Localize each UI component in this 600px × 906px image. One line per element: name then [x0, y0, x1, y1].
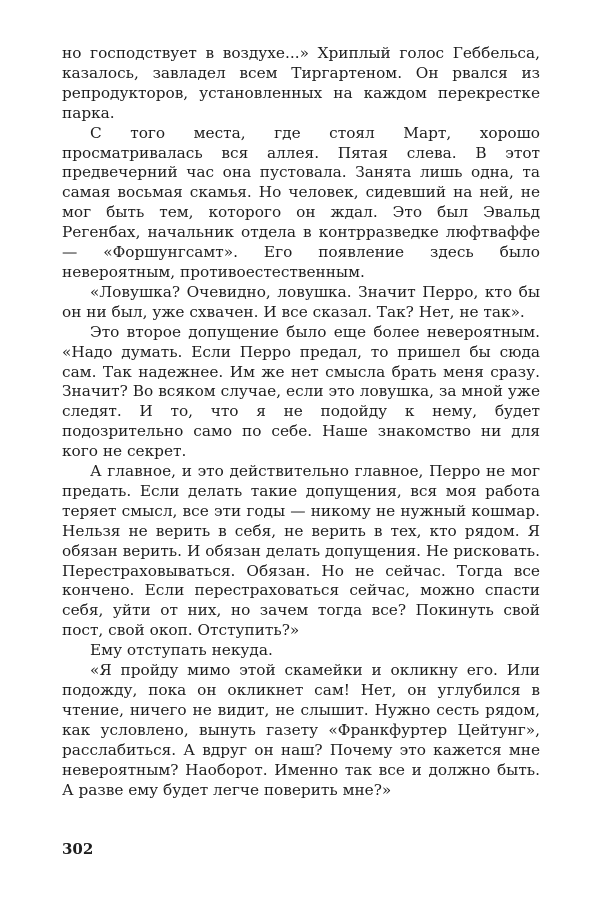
paragraph-7: «Я пройду мимо этой скамейки и окликну его. Или подожду, пока он окликнет сам! Нет, он углубился в чтение, ничего не видит, не слышит. Нужно сесть рядом, как условлено, вынуть газету «Франкфуртер Цейтунг», расслабиться. А вдруг он наш? Почему это кажется мне невероятным? Наоборот. Именно так все и должно быть. А разве ему будет легче поверить мне?» — [62, 661, 540, 799]
paragraph-1: но господствует в воздухе...» Хриплый голос Геббельса, казалось, завладел всем Тиргартеном. Он рвался из репродукторов, установленных на каждом перекрестке парка. — [62, 44, 540, 122]
paragraph-4: Это второе допущение было еще более невероятным. «Надо думать. Если Перро предал, то пришел бы сюда сам. Так надежнее. Им же нет смысла брать меня сразу. Значит? Во всяком случае, если это ловушка, за мной уже следят. И то, что я не подойду к нему, будет подозрительно само по себе. Наше знакомство ни для кого не секрет. — [62, 322, 540, 461]
book-page-text — [62, 44, 540, 800]
paragraph-3: «Ловушка? Очевидно, ловушка. Значит Перро, кто бы он ни был, уже схвачен. И все сказал. Так? Нет, не так». — [62, 282, 540, 321]
page-number: 302 — [62, 840, 94, 858]
paragraph-5: А главное, и это действительно главное, Перро не мог предать. Если делать такие допущения, вся моя работа теряет смысл, все эти годы — никому не нужный кошмар. Нельзя не верить в себя, не верить в тех, кто рядом. Я обязан верить. И обязан делать допущения. Не рисковать. Перестраховываться. Обязан. Но не сейчас. Тогда все кончено. Если перестраховаться сейчас, можно спасти себя, уйти от них, но зачем тогда все? Покинуть свой пост, свой окоп. Отступить?» — [62, 462, 540, 640]
paragraph-6: Ему отступать некуда. — [90, 641, 273, 660]
paragraph-2: С того места, где стоял Март, хорошо просматривалась вся аллея. Пятая слева. В этот предвечерний час она пустовала. Занята лишь одна, та самая восьмая скамья. Но человек, сидевший на ней, не мог быть тем, которого он ждал. Это был Эвальд Регенбах, начальник отдела в контрразведке люфтваффе — «Форшунгсамт». Его появление здесь было невероятным, противоестественным. — [62, 123, 540, 281]
